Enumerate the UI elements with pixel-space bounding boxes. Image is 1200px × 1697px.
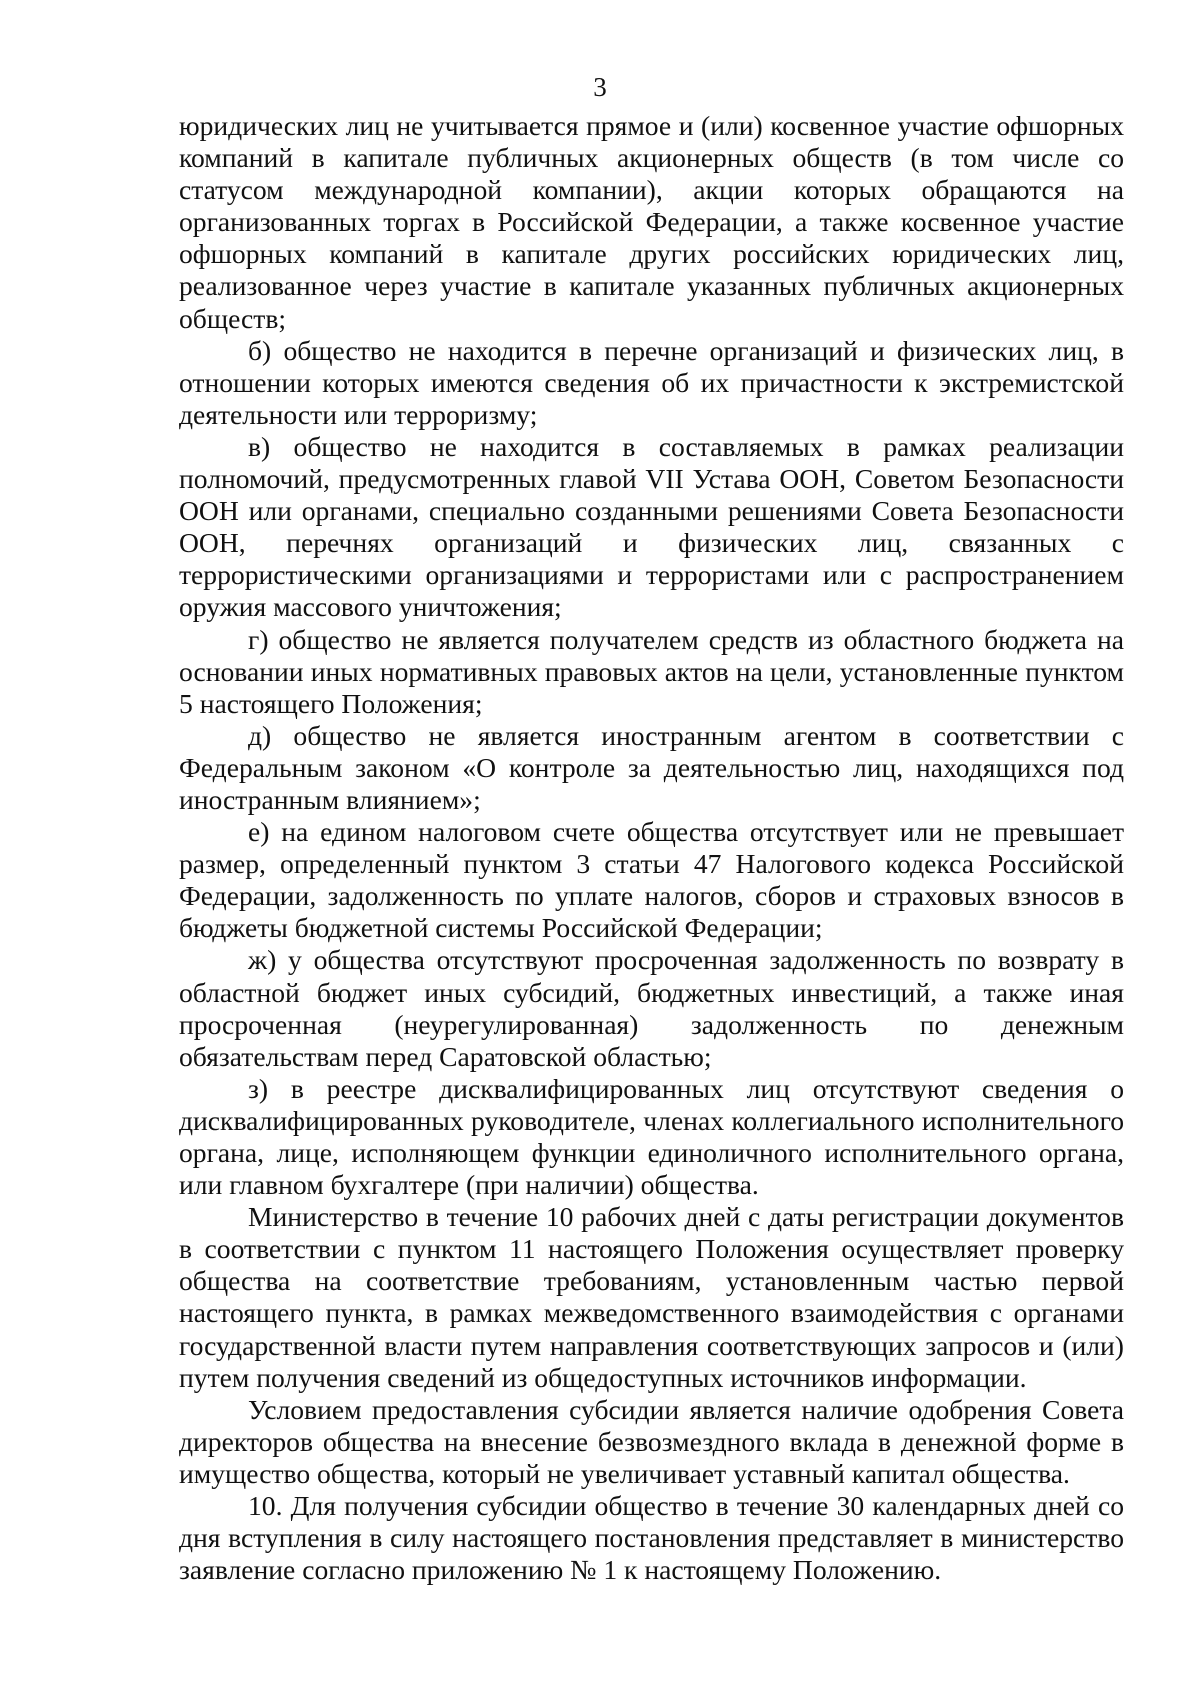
- paragraph-item-v: в) общество не находится в составляемых в рамках реализации полномочий, предусмотренных главой VII Устава ООН, Советом Безопасности ООН или органами, специально созданными решениями Совета Безопасности ООН, перечнях организаций и физических лиц, связанных с террористическими организациями и террористами или с распространением оружия массового уничтожения;: [179, 430, 1124, 623]
- paragraph-ministry-check: Министерство в течение 10 рабочих дней с даты регистрации документов в соответствии с пунктом 11 настоящего Положения осуществляет проверку общества на соответствие требованиям, установленным частью первой настоящего пункта, в рамках межведомственного взаимодействия с органами государственной власти путем направления соответствующих запросов и (или) путем получения сведений из общедоступных источников информации.: [179, 1201, 1124, 1393]
- document-body: [179, 110, 1124, 1586]
- paragraph-item-e: е) на едином налоговом счете общества отсутствует или не превышает размер, определенный пунктом 3 статьи 47 Налогового кодекса Российской Федерации, задолженность по уплате налогов, сборов и страховых взносов в бюджеты бюджетной системы Российской Федерации;: [179, 816, 1124, 944]
- paragraph-item-b: б) общество не находится в перечне организаций и физических лиц, в отношении которых имеются сведения об их причастности к экстремистской деятельности или терроризму;: [179, 334, 1124, 430]
- paragraph-item-d: д) общество не является иностранным агентом в соответствии с Федеральным законом «О контроле за деятельностью лиц, находящихся под иностранным влиянием»;: [179, 719, 1124, 815]
- paragraph-point-10: 10. Для получения субсидии общество в течение 30 календарных дней со дня вступления в силу настоящего постановления представляет в министерство заявление согласно приложению № 1 к настоящему Положению.: [179, 1490, 1124, 1586]
- paragraph-continuation: юридических лиц не учитывается прямое и (или) косвенное участие офшорных компаний в капитале публичных акционерных обществ (в том числе со статусом международной компании), акции которых обращаются на организованных торгах в Российской Федерации, а также косвенное участие офшорных компаний в капитале других российских юридических лиц, реализованное через участие в капитале указанных публичных акционерных обществ;: [179, 110, 1124, 334]
- paragraph-item-z: з) в реестре дисквалифицированных лиц отсутствуют сведения о дисквалифицированных руководителе, членах коллегиального исполнительного органа, лице, исполняющем функции единоличного исполнительного органа, или главном бухгалтере (при наличии) общества.: [179, 1072, 1124, 1201]
- page-number: 3: [593, 72, 607, 102]
- paragraph-item-zh: ж) у общества отсутствуют просроченная задолженность по возврату в областной бюджет иных субсидий, бюджетных инвестиций, а также иная просроченная (неурегулированная) задолженность по денежным обязательствам перед Саратовской областью;: [179, 944, 1124, 1072]
- paragraph-subsidy-condition: Условием предоставления субсидии является наличие одобрения Совета директоров общества на внесение безвозмездного вклада в денежной форме в имущество общества, который не увеличивает уставный капитал общества.: [179, 1393, 1124, 1489]
- paragraph-item-g: г) общество не является получателем средств из областного бюджета на основании иных нормативных правовых актов на цели, установленные пунктом 5 настоящего Положения;: [179, 623, 1124, 719]
